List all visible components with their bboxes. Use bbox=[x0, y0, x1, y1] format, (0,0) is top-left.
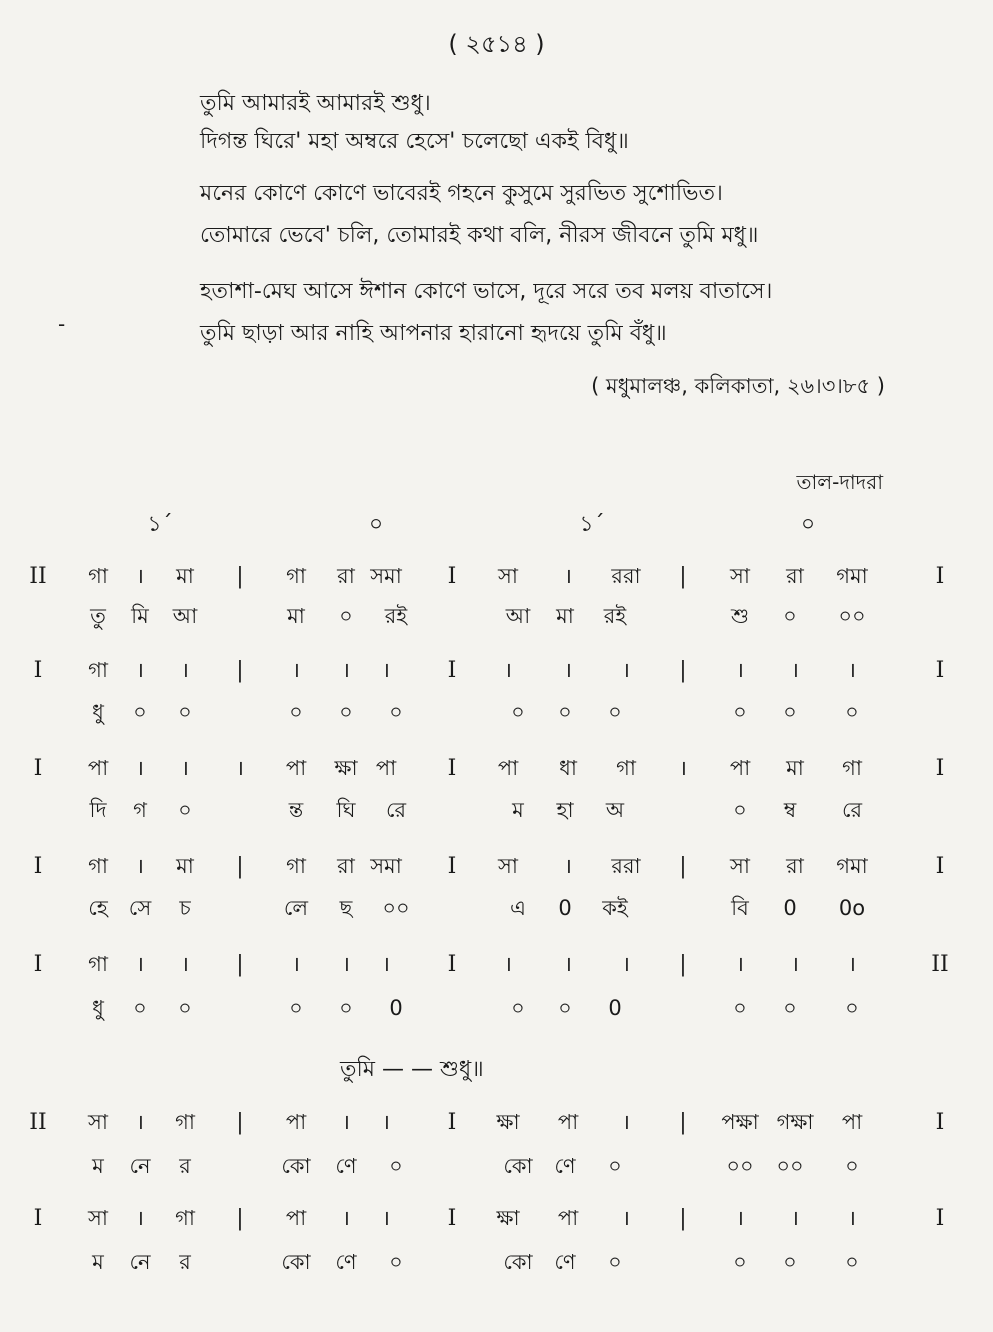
note-cell: । bbox=[382, 1206, 390, 1230]
syllable-cell: বি bbox=[731, 896, 749, 920]
syllable-cell: ০ bbox=[289, 700, 303, 724]
lyric-line: মনের কোণে কোণে ভাবেরই গহনে কুসুমে সুরভিত সুশোভিত। bbox=[200, 181, 723, 206]
note-cell: । bbox=[136, 756, 144, 780]
syllable-cell: কো bbox=[281, 1250, 311, 1274]
syllable-cell: ধু bbox=[92, 700, 104, 724]
note-cell: সা bbox=[498, 854, 518, 878]
note-cell: পা bbox=[729, 756, 751, 780]
note-cell: ক্ষা bbox=[496, 1206, 520, 1230]
note-cell: গা bbox=[842, 756, 862, 780]
note-cell: পা bbox=[841, 1110, 863, 1134]
syllable-cell: রই bbox=[603, 604, 627, 628]
note-cell: । bbox=[136, 658, 144, 682]
syllable-cell: তু bbox=[90, 604, 106, 628]
note-cell: পা bbox=[375, 756, 397, 780]
syllable-cell: ০ bbox=[733, 996, 747, 1020]
syllable-cell: ০ bbox=[733, 1250, 747, 1274]
syllable-cell: ০ bbox=[783, 700, 797, 724]
note-cell: সা bbox=[730, 564, 750, 588]
note-cell: গা bbox=[88, 564, 108, 588]
bar-line: | bbox=[236, 854, 244, 879]
note-cell: মা bbox=[176, 854, 194, 878]
syllable-cell: মা bbox=[287, 604, 305, 628]
bar-line: | bbox=[236, 658, 244, 683]
bar-line: I bbox=[33, 952, 43, 977]
syllable-cell: কো bbox=[503, 1250, 533, 1274]
syllable-cell: লে bbox=[283, 896, 309, 920]
syllable-cell: ০ bbox=[133, 996, 147, 1020]
bar-line: | bbox=[236, 1206, 244, 1231]
syllable-cell: র bbox=[179, 1250, 191, 1274]
note-cell: গা bbox=[616, 756, 636, 780]
note-cell: পা bbox=[497, 756, 519, 780]
bar-line: I bbox=[935, 756, 945, 781]
syllable-cell: আ bbox=[172, 604, 198, 628]
syllable-cell: ০ bbox=[339, 604, 353, 628]
syllable-cell: অ bbox=[605, 798, 625, 822]
syllable-cell: ম bbox=[512, 798, 524, 822]
note-cell: । bbox=[504, 658, 512, 682]
bar-line: | bbox=[679, 952, 687, 977]
syllable-cell: নে bbox=[129, 1154, 151, 1178]
refrain-line: তুমি — — শুধু॥ bbox=[340, 1057, 484, 1082]
syllable-cell: ০ bbox=[783, 996, 797, 1020]
bar-line: | bbox=[236, 1110, 244, 1135]
syllable-cell: ম bbox=[92, 1250, 104, 1274]
syllable-cell: রই bbox=[384, 604, 408, 628]
syllable-cell: ০ bbox=[178, 996, 192, 1020]
syllable-cell: ন্ত bbox=[288, 798, 304, 822]
bar-line: I bbox=[447, 564, 457, 589]
note-cell: । bbox=[382, 952, 390, 976]
note-cell: । bbox=[342, 1206, 350, 1230]
note-cell: । bbox=[736, 1206, 744, 1230]
note-cell: । bbox=[848, 952, 856, 976]
syllable-cell: ০ bbox=[339, 700, 353, 724]
syllable-cell: ০ bbox=[608, 1154, 622, 1178]
note-cell: । bbox=[292, 658, 300, 682]
note-cell: । bbox=[848, 658, 856, 682]
note-cell: । bbox=[292, 952, 300, 976]
syllable-cell: ঘি bbox=[336, 798, 356, 822]
syllable-cell: সে bbox=[128, 896, 152, 920]
syllable-cell: 0 bbox=[389, 996, 403, 1020]
note-cell: পা bbox=[285, 756, 307, 780]
bar-line: I bbox=[33, 756, 43, 781]
source-note: ( মধুমালঞ্চ, কলিকাতা, ২৬।৩।৮৫ ) bbox=[591, 374, 885, 398]
bar-line: I bbox=[33, 854, 43, 879]
syllable-cell: ০ bbox=[289, 996, 303, 1020]
syllable-cell: রে bbox=[385, 798, 407, 822]
note-cell: । bbox=[736, 952, 744, 976]
bar-line: I bbox=[447, 658, 457, 683]
beat-mark: ০ bbox=[368, 512, 384, 537]
bar-line: I bbox=[447, 1110, 457, 1135]
note-cell: । bbox=[136, 854, 144, 878]
syllable-cell: 0 bbox=[783, 896, 797, 920]
note-cell: গক্ষা bbox=[776, 1110, 814, 1134]
syllable-cell: ০০ bbox=[838, 604, 866, 628]
note-cell: । bbox=[564, 658, 572, 682]
page-number: ( ২৫১৪ ) bbox=[448, 30, 545, 58]
bar-line: | bbox=[679, 1110, 687, 1135]
note-cell: । bbox=[564, 952, 572, 976]
bar-line: | bbox=[236, 952, 244, 977]
note-cell: । bbox=[848, 1206, 856, 1230]
syllable-cell: চ bbox=[179, 896, 191, 920]
note-cell: গমা bbox=[836, 854, 868, 878]
syllable-cell: ০ bbox=[558, 700, 572, 724]
note-cell: পক্ষা bbox=[721, 1110, 759, 1134]
beat-mark: ০ bbox=[800, 512, 816, 537]
note-cell: । bbox=[136, 564, 144, 588]
syllable-cell: ণে bbox=[335, 1154, 357, 1178]
syllable-cell: ০ bbox=[389, 700, 403, 724]
bar-line: I bbox=[935, 854, 945, 879]
syllable-cell: গ bbox=[133, 798, 147, 822]
syllable-cell: ০ bbox=[339, 996, 353, 1020]
note-cell: । bbox=[236, 756, 244, 780]
syllable-cell: ণে bbox=[335, 1250, 357, 1274]
syllable-cell: ০ bbox=[845, 700, 859, 724]
note-cell: পা bbox=[557, 1206, 579, 1230]
note-cell: সা bbox=[88, 1110, 108, 1134]
syllable-cell: 0 bbox=[558, 896, 572, 920]
syllable-cell: ০ bbox=[511, 996, 525, 1020]
note-cell: পা bbox=[285, 1110, 307, 1134]
note-cell: । bbox=[181, 952, 189, 976]
syllable-cell: ০ bbox=[608, 1250, 622, 1274]
note-cell: । bbox=[622, 1206, 630, 1230]
note-cell: মা bbox=[786, 756, 804, 780]
note-cell: সমা bbox=[370, 564, 402, 588]
syllable-cell: কো bbox=[503, 1154, 533, 1178]
note-cell: । bbox=[136, 952, 144, 976]
beat-mark: ১´ bbox=[147, 512, 173, 537]
bar-line: | bbox=[236, 564, 244, 589]
bar-line: I bbox=[447, 1206, 457, 1231]
bar-line: | bbox=[679, 564, 687, 589]
note-cell: গা bbox=[175, 1206, 195, 1230]
syllable-cell: মা bbox=[556, 604, 574, 628]
syllable-cell: ম্ব bbox=[783, 798, 797, 822]
note-cell: । bbox=[504, 952, 512, 976]
lyric-line: তোমারে ভেবে' চলি, তোমারই কথা বলি, নীরস জীবনে তুমি মধু॥ bbox=[200, 223, 759, 248]
syllable-cell: হে bbox=[88, 896, 108, 920]
syllable-cell: ০ bbox=[389, 1250, 403, 1274]
note-cell: গমা bbox=[836, 564, 868, 588]
tala-label: তাল-দাদরা bbox=[796, 470, 883, 494]
syllable-cell: ধু bbox=[92, 996, 104, 1020]
note-cell: রা bbox=[337, 854, 355, 878]
syllable-cell: রে bbox=[841, 798, 863, 822]
note-cell: । bbox=[136, 1206, 144, 1230]
beat-mark: ১´ bbox=[579, 512, 605, 537]
note-cell: । bbox=[622, 658, 630, 682]
note-cell: সা bbox=[498, 564, 518, 588]
bar-line: | bbox=[679, 658, 687, 683]
syllable-cell: ০ bbox=[511, 700, 525, 724]
lyric-line: তুমি ছাড়া আর নাহি আপনার হারানো হৃদয়ে তুমি বঁধু॥ bbox=[200, 321, 667, 346]
syllable-cell: 0 bbox=[608, 996, 622, 1020]
note-cell: গা bbox=[286, 564, 306, 588]
stray-mark: - bbox=[58, 312, 66, 336]
syllable-cell: 0o bbox=[838, 896, 866, 920]
bar-line: | bbox=[679, 1206, 687, 1231]
bar-line: I bbox=[33, 1206, 43, 1231]
syllable-cell: র bbox=[179, 1154, 191, 1178]
note-cell: । bbox=[622, 952, 630, 976]
bar-line: I bbox=[447, 854, 457, 879]
note-cell: পা bbox=[285, 1206, 307, 1230]
syllable-cell: ০ bbox=[845, 1250, 859, 1274]
note-cell: ক্ষা bbox=[334, 756, 358, 780]
syllable-cell: ণে bbox=[554, 1154, 576, 1178]
syllable-cell: ণে bbox=[554, 1250, 576, 1274]
note-cell: । bbox=[679, 756, 687, 780]
syllable-cell: নে bbox=[129, 1250, 151, 1274]
note-cell: । bbox=[342, 1110, 350, 1134]
bar-line: I bbox=[935, 1110, 945, 1135]
bar-line: I bbox=[447, 952, 457, 977]
note-cell: । bbox=[382, 658, 390, 682]
syllable-cell: ছ bbox=[339, 896, 353, 920]
bar-line: II bbox=[931, 952, 949, 977]
bar-line: I bbox=[935, 564, 945, 589]
syllable-cell: ০ bbox=[733, 798, 747, 822]
note-cell: । bbox=[181, 756, 189, 780]
syllable-cell: ০ bbox=[845, 996, 859, 1020]
note-cell: ধা bbox=[559, 756, 577, 780]
syllable-cell: ০ bbox=[783, 1250, 797, 1274]
note-cell: । bbox=[342, 952, 350, 976]
syllable-cell: ০ bbox=[558, 996, 572, 1020]
syllable-cell: ০ bbox=[845, 1154, 859, 1178]
note-cell: রা bbox=[337, 564, 355, 588]
syllable-cell: ০০ bbox=[382, 896, 410, 920]
note-cell: । bbox=[564, 564, 572, 588]
bar-line: I bbox=[33, 658, 43, 683]
note-cell: গা bbox=[88, 658, 108, 682]
syllable-cell: ০ bbox=[783, 604, 797, 628]
syllable-cell: ০ bbox=[733, 700, 747, 724]
note-cell: সা bbox=[730, 854, 750, 878]
bar-line: I bbox=[447, 756, 457, 781]
note-cell: পা bbox=[557, 1110, 579, 1134]
syllable-cell: ০০ bbox=[726, 1154, 754, 1178]
note-cell: । bbox=[736, 658, 744, 682]
bar-line: II bbox=[29, 564, 47, 589]
syllable-cell: এ bbox=[510, 896, 526, 920]
note-cell: গা bbox=[88, 854, 108, 878]
syllable-cell: ০ bbox=[389, 1154, 403, 1178]
syllable-cell: শু bbox=[730, 604, 750, 628]
note-cell: । bbox=[342, 658, 350, 682]
note-cell: রা bbox=[786, 854, 804, 878]
syllable-cell: ০ bbox=[133, 700, 147, 724]
lyric-line: তুমি আমারই আমারই শুধু। bbox=[200, 91, 431, 116]
syllable-cell: কো bbox=[281, 1154, 311, 1178]
bar-line: I bbox=[935, 658, 945, 683]
syllable-cell: ০ bbox=[178, 798, 192, 822]
bar-line: | bbox=[679, 854, 687, 879]
syllable-cell: কই bbox=[602, 896, 628, 920]
lyric-line: হতাশা-মেঘ আসে ঈশান কোণে ভাসে, দূরে সরে তব মলয় বাতাসে। bbox=[200, 279, 773, 304]
note-cell: গা bbox=[175, 1110, 195, 1134]
syllable-cell: দি bbox=[89, 798, 107, 822]
note-cell: সা bbox=[88, 1206, 108, 1230]
note-cell: ক্ষা bbox=[496, 1110, 520, 1134]
syllable-cell: ০০ bbox=[776, 1154, 804, 1178]
note-cell: । bbox=[564, 854, 572, 878]
note-cell: ররা bbox=[611, 854, 641, 878]
syllable-cell: ম bbox=[92, 1154, 104, 1178]
lyric-line: দিগন্ত ঘিরে' মহা অম্বরে হেসে' চলেছো একই বিধু॥ bbox=[200, 129, 629, 154]
syllable-cell: আ bbox=[505, 604, 531, 628]
note-cell: রা bbox=[786, 564, 804, 588]
bar-line: II bbox=[29, 1110, 47, 1135]
note-cell: । bbox=[181, 658, 189, 682]
note-cell: । bbox=[791, 952, 799, 976]
syllable-cell: মি bbox=[131, 604, 149, 628]
syllable-cell: ০ bbox=[178, 700, 192, 724]
note-cell: গা bbox=[286, 854, 306, 878]
note-cell: । bbox=[382, 1110, 390, 1134]
note-cell: । bbox=[791, 658, 799, 682]
note-cell: । bbox=[136, 1110, 144, 1134]
note-cell: । bbox=[622, 1110, 630, 1134]
note-cell: । bbox=[791, 1206, 799, 1230]
syllable-cell: ০ bbox=[608, 700, 622, 724]
bar-line: I bbox=[935, 1206, 945, 1231]
note-cell: গা bbox=[88, 952, 108, 976]
note-cell: ররা bbox=[611, 564, 641, 588]
note-cell: মা bbox=[176, 564, 194, 588]
note-cell: পা bbox=[87, 756, 109, 780]
syllable-cell: হা bbox=[556, 798, 574, 822]
note-cell: সমা bbox=[370, 854, 402, 878]
